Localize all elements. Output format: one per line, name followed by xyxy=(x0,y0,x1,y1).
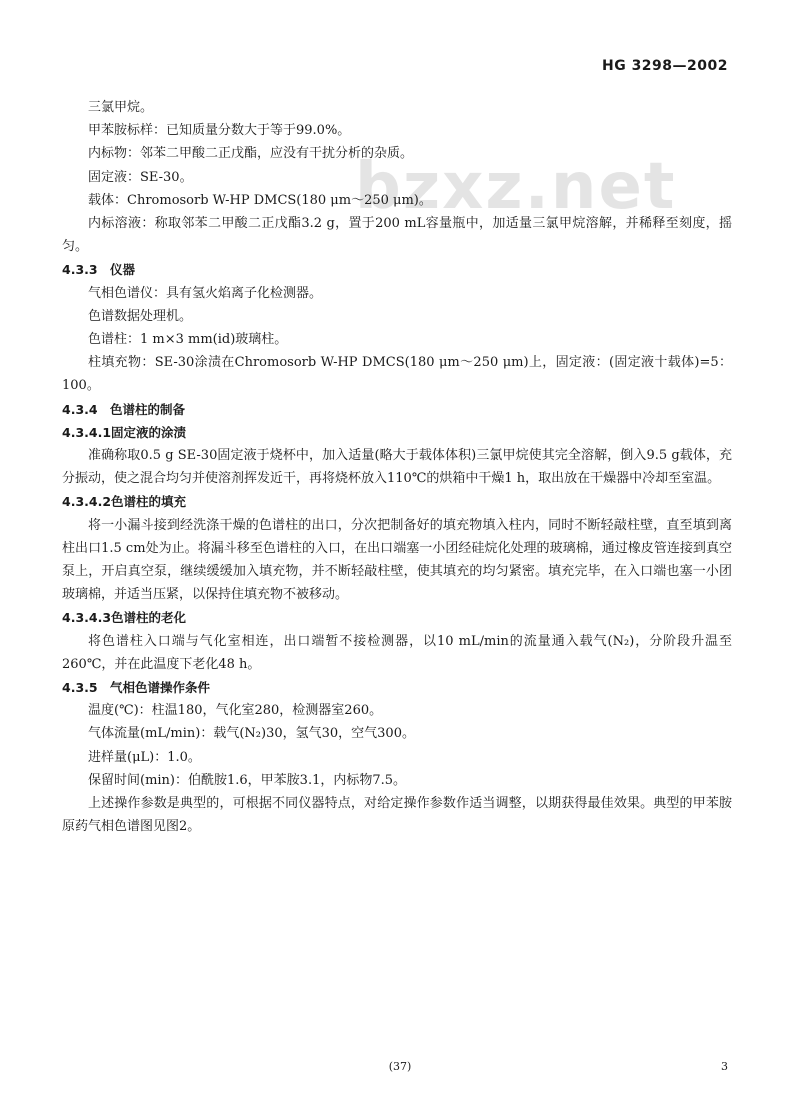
section-heading xyxy=(62,490,732,513)
text-line: 三氯甲烷。 xyxy=(88,100,154,115)
section-title: 色谱柱的填充 xyxy=(111,494,187,510)
section-number: 4.3.4.2 xyxy=(62,494,112,510)
text-line: 内标物：邻苯二甲酸二正戊酯，应没有干扰分析的杂质。 xyxy=(88,146,414,162)
paragraph: 柱填充物：SE-30涂渍在Chromosorb W-HP DMCS(180 μm～250 μm)上，固定液：(固定液十载体)=5：100。 xyxy=(62,355,732,394)
section-number: 4.3.5 xyxy=(62,680,98,696)
section-number: 4.3.3 xyxy=(62,262,98,278)
text-line: 色谱柱：1 m×3 mm(id)玻璃柱。 xyxy=(88,332,288,348)
text-line: 温度(℃)：柱温180，气化室280，检测器室260。 xyxy=(88,703,383,719)
text-line: 色谱数据处理机。 xyxy=(88,308,193,324)
text-line: 气相色谱仪：具有氢火焰离子化检测器。 xyxy=(88,285,323,301)
section-number: 4.3.4 xyxy=(62,401,98,417)
footer-page-marker: (37) xyxy=(388,1060,412,1073)
paragraph: 将色谱柱入口端与气化室相连，出口端暂不接检测器，以10 mL/min的流量通入载气(N₂)，分阶段升温至260℃，并在此温度下老化48 h。 xyxy=(62,633,732,672)
text-line: 进样量(μL)：1.0。 xyxy=(88,749,201,765)
section-title: 色谱柱的制备 xyxy=(110,401,186,417)
paragraph: 将一小漏斗接到经洗涤干燥的色谱柱的出口，分次把制备好的填充物填入柱内，同时不断轻敲柱壁，直至填到离柱出口1.5 cm处为止。将漏斗移至色谱柱的入口，在出口端塞一小团经硅烷化处理的玻璃棉，通过橡皮管连接到真空泵上，开启真空泵，继续缓缓加入填充物，并不断轻敲柱壁，使其填充的均匀紧密。填充完毕，在入口端也塞一小团玻璃棉，并适当压紧，以保持住填充物不被移动。 xyxy=(62,517,732,603)
text-line: 固定液：SE-30。 xyxy=(88,169,193,185)
section-heading xyxy=(62,398,732,421)
paragraph: 内标溶液：称取邻苯二甲酸二正戊酯3.2 g，置于200 mL容量瓶中，加适量三氯甲烷溶解，并稀释至刻度，摇匀。 xyxy=(62,216,732,255)
section-title: 色谱柱的老化 xyxy=(111,610,187,626)
page-number: 3 xyxy=(721,1060,728,1073)
section-title: 气相色谱操作条件 xyxy=(110,680,211,696)
section-heading xyxy=(62,421,732,444)
paragraph: 上述操作参数是典型的，可根据不同仪器特点，对给定操作参数作适当调整，以期获得最佳效果。典型的甲苯胺原药气相色谱图见图2。 xyxy=(62,796,732,835)
paragraph: 准确称取0.5 g SE-30固定液于烧杯中，加入适量(略大于载体体积)三氯甲烷使其完全溶解，倒入9.5 g载体，充分振动，使之混合均匀并使溶剂挥发近干，再将烧杯放入110℃的烘箱中干燥1 h，取出放在干燥器中冷却至室温。 xyxy=(62,448,732,487)
section-heading xyxy=(62,606,732,629)
text-line: 甲苯胺标样：已知质量分数大于等于99.0%。 xyxy=(88,123,351,139)
text-line: 载体：Chromosorb W-HP DMCS(180 μm～250 μm)。 xyxy=(88,192,432,208)
text-line: 气体流量(mL/min)：载气(N₂)30，氢气30，空气300。 xyxy=(88,726,415,742)
text-line: 保留时间(min)：伯酰胺1.6，甲苯胺3.1，内标物7.5。 xyxy=(88,772,407,788)
section-number: 4.3.4.1 xyxy=(62,424,112,440)
section-title: 固定液的涂渍 xyxy=(111,424,187,440)
section-heading xyxy=(62,676,732,699)
document-body xyxy=(62,96,732,839)
section-number: 4.3.4.3 xyxy=(62,610,112,626)
standard-number: HG 3298—2002 xyxy=(601,58,728,74)
section-heading xyxy=(62,258,732,281)
watermark: bzxz.net xyxy=(355,150,677,224)
section-title: 仪器 xyxy=(110,262,136,278)
